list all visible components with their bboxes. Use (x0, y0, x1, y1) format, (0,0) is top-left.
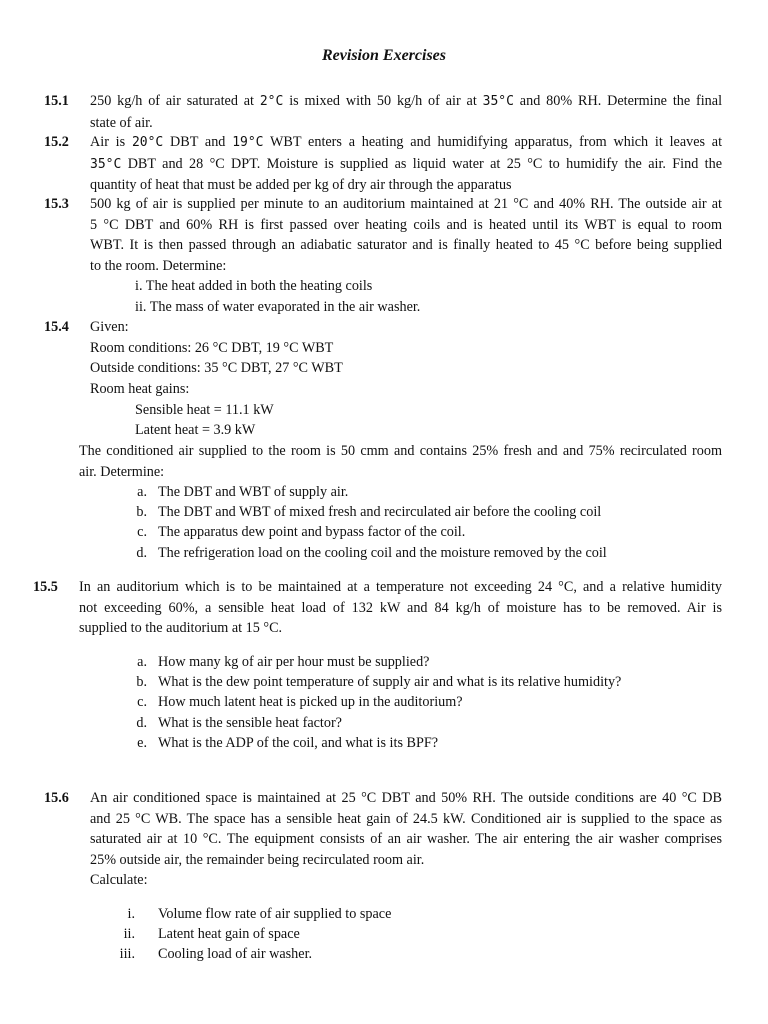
list-marker: a. (137, 484, 147, 500)
room-conditions: Room conditions: 26 °C DBT, 19 °C WBT (90, 340, 334, 356)
exercise-number: 15.1 (44, 93, 69, 109)
list-marker: b. (136, 504, 147, 521)
list-marker: d. (136, 544, 147, 561)
list-marker: a. (137, 654, 147, 670)
list-item: Latent heat gain of space (158, 926, 300, 943)
calculate-label: Calculate: (90, 872, 148, 888)
list-item: i. The heat added in both the heating coils (135, 278, 373, 294)
list-item: What is the sensible heat factor? (158, 714, 342, 731)
list-marker: c. (137, 524, 147, 541)
list-item: How many kg of air per hour must be supplied? (158, 654, 430, 670)
exercise-number: 15.5 (33, 579, 58, 595)
list-item: How much latent heat is picked up in the auditorium? (158, 694, 463, 711)
exercise-number: 15.6 (44, 790, 69, 806)
list-item: What is the dew point temperature of supply air and what is its relative humidity? (158, 674, 622, 691)
list-item: The DBT and WBT of supply air. (158, 484, 349, 500)
page-title: Revision Exercises (322, 47, 446, 64)
given-label: Given: (90, 319, 129, 335)
exercise-number: 15.2 (44, 134, 69, 150)
list-marker: i. (127, 906, 135, 922)
exercise-15-6-text: An air conditioned space is maintained at 25 °C DBT and 50% RH. The outside conditions are 40 °C DB and 25 °C WB. The space has a sensible heat gain of 24.5 kW. Conditioned air is supplied to the space as saturated air at 10 °C. The equipment consists of an air washer. The air entering the air washer comprises 25% outside air, the remainder being recirculated room air. (90, 790, 722, 868)
list-item: Cooling load of air washer. (158, 946, 313, 963)
list-marker: ii. (123, 926, 135, 943)
exercise-number: 15.4 (44, 319, 69, 335)
exercise-15-5-text: In an auditorium which is to be maintained at a temperature not exceeding 24 °C, and a relative humidity not exceeding 60%, a sensible heat load of 132 kW and 84 kg/h of moisture has to be removed. Air is supplied to the auditorium at 15 °C. (79, 579, 722, 636)
exercise-15-4-text: The conditioned air supplied to the room is 50 cmm and contains 25% fresh and and 75% recirculated room air. Determine: (79, 443, 722, 480)
exercise-15-3-text: 500 kg of air is supplied per minute to an auditorium maintained at 21 °C and 40% RH. The outside air at 5 °C DBT and 60% RH is first passed over heating coils and is heated until its WBT is equal to room WBT. It is then passed through an adiabatic saturator and is finally heated to 45 °C before being supplied to the room. Determine: (90, 196, 722, 274)
room-heat-gains: Room heat gains: (90, 381, 190, 397)
list-item: The refrigeration load on the cooling coil and the moisture removed by the coil (158, 544, 607, 561)
list-item: The DBT and WBT of mixed fresh and recirculated air before the cooling coil (158, 504, 602, 521)
sensible-heat: Sensible heat = 11.1 kW (135, 402, 274, 418)
list-marker: b. (136, 674, 147, 691)
list-marker: e. (137, 734, 147, 751)
list-item: ii. The mass of water evaporated in the air washer. (135, 299, 421, 315)
latent-heat: Latent heat = 3.9 kW (135, 422, 256, 438)
list-item: What is the ADP of the coil, and what is its BPF? (158, 734, 439, 751)
exercise-15-2-text: Air is 20°C DBT and 19°C WBT enters a heating and humidifying apparatus, from which it leaves at 35°C DBT and 28 °C DPT. Moisture is supplied as liquid water at 25 °C to humidify the air. Find the quantity of heat that must be added per kg of dry air through the apparatus (90, 134, 723, 193)
list-marker: c. (137, 694, 147, 711)
exercise-15-1-text: 250 kg/h of air saturated at 2°C is mixed with 50 kg/h of air at 35°C and 80% RH. Determine the final state of air. (90, 93, 723, 131)
list-item: Volume flow rate of air supplied to space (158, 906, 392, 922)
list-marker: iii. (119, 946, 135, 963)
list-marker: d. (136, 714, 147, 731)
exercise-number: 15.3 (44, 196, 69, 212)
outside-conditions: Outside conditions: 35 °C DBT, 27 °C WBT (90, 360, 343, 376)
list-item: The apparatus dew point and bypass factor of the coil. (158, 524, 466, 541)
